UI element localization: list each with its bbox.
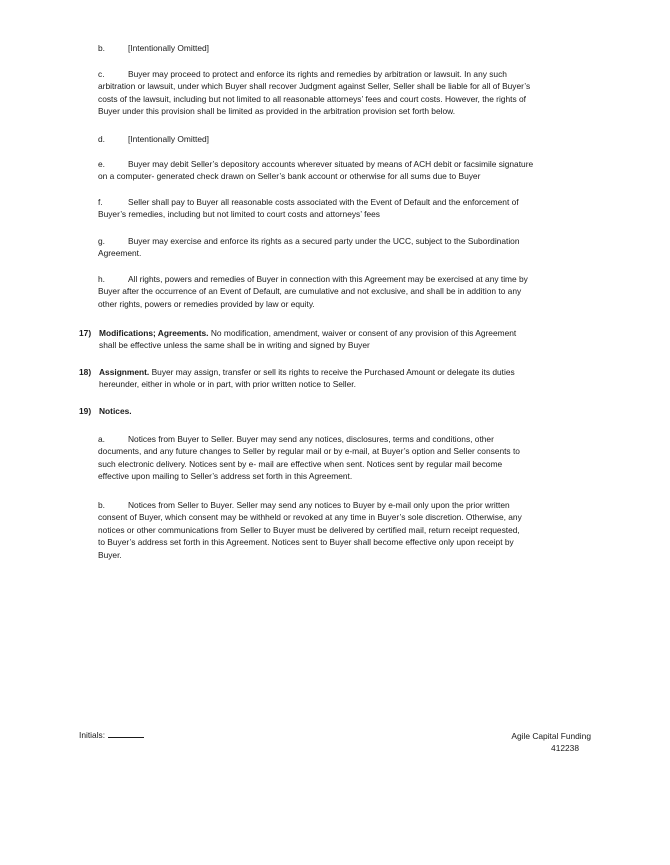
section-19: 19) Notices.	[79, 406, 132, 416]
clause-b: b. [Intentionally Omitted]	[98, 43, 209, 53]
clause-e: e. Buyer may debit Seller’s depository accounts wherever situated by means of ACH debit or facsimile signature on a computer- generated check drawn on Seller’s bank account or otherwise for all sums due to Buyer	[98, 159, 534, 182]
initials-blank	[108, 730, 144, 738]
clause-g: g. Buyer may exercise and enforce its rights as a secured party under the UCC, subject to the Subordination Agreement.	[98, 236, 520, 259]
section-18: 18) Assignment. Buyer may assign, transfer or sell its rights to receive the Purchased Amount or delegate its duties hereunder, either in whole or in part, with prior written notice to Seller.	[79, 367, 515, 390]
notice-b: b. Notices from Seller to Buyer. Seller may send any notices to Buyer by e-mail only upon the prior written consent of Buyer, which consent may be withheld or revoked at any time in Buyer’s sole discretion. Otherwise, any notices or other communications from Seller to Buyer must be delivered by certified mail, return receipt requested, to Buyer’s address set forth in this Agreement. Notices sent to Buyer shall become effective only upon receipt by Buyer.	[98, 500, 522, 560]
notice-a: a. Notices from Buyer to Seller. Buyer may send any notices, disclosures, terms and conditions, other documents, and any future changes to Seller by regular mail or by e-mail, at Buyer’s option and Seller consents to such electronic delivery. Notices sent by e- mail are effective when sent. Notices sent by regular mail become effective upon mailing to Seller’s address set forth in this Agreement.	[98, 434, 520, 482]
footer-company-block	[511, 730, 591, 755]
initials-line: Initials:	[79, 730, 144, 740]
document-id: 412238	[551, 743, 579, 754]
company-name: Agile Capital Funding	[511, 731, 591, 741]
clause-c: c. Buyer may proceed to protect and enforce its rights and remedies by arbitration or lawsuit. In any such arbitration or lawsuit, under which Buyer shall recover Judgment against Seller, Seller shall be liable for all of Buyer’s costs of the lawsuit, including but not limited to all reasonable attorneys’ fees and court costs. However, the rights of Buyer under this provision shall be limited as provided in the arbitration provision set forth below.	[98, 69, 531, 117]
clause-d: d. [Intentionally Omitted]	[98, 134, 209, 144]
section-17: 17) Modifications; Agreements. No modification, amendment, waiver or consent of any provision of this Agreement shall be effective unless the same shall be in writing and signed by Buyer	[79, 328, 517, 351]
clause-h: h. All rights, powers and remedies of Buyer in connection with this Agreement may be exercised at any time by Buyer after the occurrence of an Event of Default, are cumulative and not exclusive, and shall be in addition to any other rights, powers or remedies provided by law or equity.	[98, 274, 528, 309]
clause-f: f. Seller shall pay to Buyer all reasonable costs associated with the Event of Default and the enforcement of Buyer’s remedies, including but not limited to court costs and attorneys’ fees	[98, 197, 519, 220]
